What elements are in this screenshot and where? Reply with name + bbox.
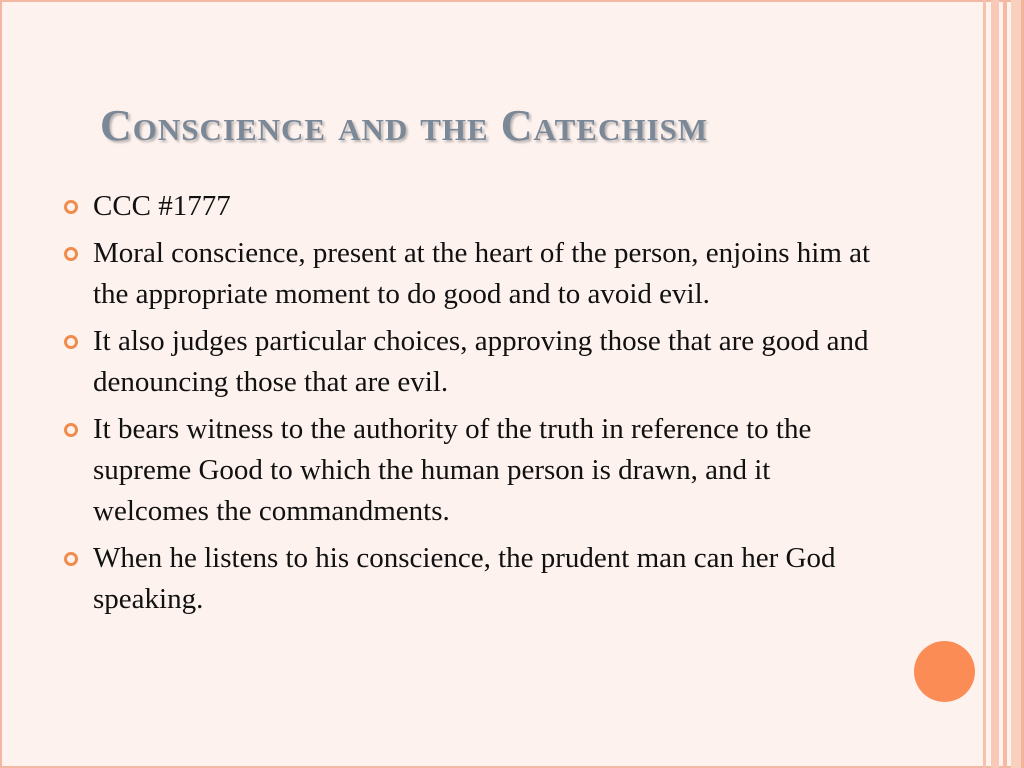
decorative-stripe [991, 0, 999, 768]
bullet-list [62, 186, 892, 626]
list-item [62, 538, 892, 620]
bullet-icon [64, 335, 78, 349]
list-item [62, 321, 892, 403]
list-item [62, 233, 892, 315]
bullet-icon [64, 423, 78, 437]
list-item-text: It also judges particular choices, approving those that are good and denouncing those that are evil. [93, 325, 869, 398]
decorative-stripe [983, 0, 986, 768]
list-item-text: When he listens to his conscience, the prudent man can her God speaking. [93, 542, 836, 615]
list-item [62, 186, 892, 227]
decorative-stripe [1011, 0, 1021, 768]
bullet-icon [64, 552, 78, 566]
list-item-text: It bears witness to the authority of the truth in reference to the supreme Good to which the human person is drawn, and it welcomes the commandments. [93, 413, 812, 527]
bullet-icon [64, 200, 78, 214]
decorative-stripe [1003, 0, 1007, 768]
list-item [62, 409, 892, 532]
list-item-text: CCC #1777 [93, 190, 231, 222]
orange-circle-decoration [914, 641, 975, 702]
bullet-icon [64, 247, 78, 261]
list-item-text: Moral conscience, present at the heart of the person, enjoins him at the appropriate moment to do good and to avoid evil. [93, 237, 871, 310]
slide-title: Conscience and the Catechism [100, 101, 709, 150]
